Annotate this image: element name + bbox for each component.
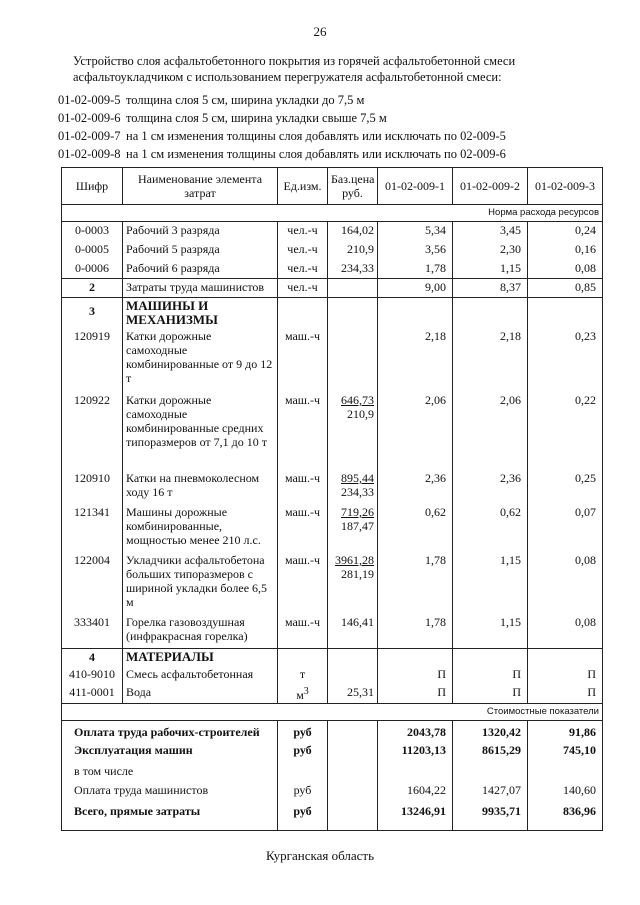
cell-value: 1,15 xyxy=(453,614,528,648)
footer-region: Курганская область xyxy=(265,848,375,863)
page-number: 26 xyxy=(313,24,327,39)
cell-name: Рабочий 3 разряда xyxy=(123,222,278,241)
cell-value: 1604,22 xyxy=(378,782,453,803)
cell-value: 1,78 xyxy=(378,552,453,614)
code-id: 01-02-009-8 xyxy=(58,147,121,161)
code-list xyxy=(58,91,506,163)
cell-unit: маш.-ч xyxy=(278,614,328,648)
header-col3: 01-02-009-3 xyxy=(528,168,603,205)
cell-price: 646,73 210,9 xyxy=(328,392,378,470)
table-row xyxy=(62,222,603,241)
cell-value: 2,06 xyxy=(453,392,528,470)
total-row xyxy=(62,803,603,831)
cell-value: 0,08 xyxy=(528,552,603,614)
cell-unit: чел.-ч xyxy=(278,279,328,298)
cell-value: 1,15 xyxy=(453,260,528,279)
code-text: на 1 см изменения толщины слоя добавлять или исключать по 02-009-6 xyxy=(126,147,506,161)
table-header xyxy=(62,168,603,205)
cell-code: 3 xyxy=(62,298,123,329)
total-row xyxy=(62,763,603,782)
section-title: МАТЕРИАЛЫ xyxy=(123,648,278,666)
cell-value: 3,45 xyxy=(453,222,528,241)
table-row xyxy=(62,504,603,552)
cell-unit: чел.-ч xyxy=(278,222,328,241)
code-line xyxy=(58,109,506,127)
code-line xyxy=(58,91,506,109)
header-code: Шифр xyxy=(62,168,123,205)
header-price: Баз.цена руб. xyxy=(328,168,378,205)
cell-value: 0,22 xyxy=(528,392,603,470)
cell-code: 121341 xyxy=(62,504,123,552)
cell-price: 3961,28 281,19 xyxy=(328,552,378,614)
cell-code: 4 xyxy=(62,648,123,666)
cell-value: 1320,42 xyxy=(453,721,528,742)
cell-value: 2,36 xyxy=(453,470,528,504)
cell-value: 5,34 xyxy=(378,222,453,241)
table-row xyxy=(62,470,603,504)
cell-value: 1427,07 xyxy=(453,782,528,803)
total-label: в том числе xyxy=(62,763,278,782)
cell-value: 0,62 xyxy=(453,504,528,552)
cell-unit: руб xyxy=(278,803,328,831)
cell-unit: маш.-ч xyxy=(278,392,328,470)
cell-value: 836,96 xyxy=(528,803,603,831)
band-norm: Норма расхода ресурсов xyxy=(62,205,603,222)
total-row xyxy=(62,782,603,803)
cell-name: Катки дорожные самоходные комбинированные от 9 до 12 т xyxy=(123,328,278,392)
cell-value: 140,60 xyxy=(528,782,603,803)
cell-name: Машины дорожные комбинированные, мощностью менее 210 л.с. xyxy=(123,504,278,552)
cell-value: П xyxy=(453,684,528,704)
cell-value: 2,36 xyxy=(378,470,453,504)
cell-value: 0,24 xyxy=(528,222,603,241)
header-name: Наименование элемента затрат xyxy=(123,168,278,205)
cell-unit: чел.-ч xyxy=(278,260,328,279)
table-row xyxy=(62,241,603,260)
code-line xyxy=(58,145,506,163)
cell-unit: руб xyxy=(278,721,328,742)
code-line xyxy=(58,127,506,145)
cell-unit: маш.-ч xyxy=(278,552,328,614)
cell-price xyxy=(328,666,378,684)
cell-price: 25,31 xyxy=(328,684,378,704)
cell-code: 0-0003 xyxy=(62,222,123,241)
code-text: толщина слоя 5 см, ширина укладки свыше 7,5 м xyxy=(126,111,387,125)
cell-value: 0,08 xyxy=(528,614,603,648)
code-text: толщина слоя 5 см, ширина укладки до 7,5 м xyxy=(126,93,365,107)
cell-unit: маш.-ч xyxy=(278,504,328,552)
section-machines xyxy=(62,298,603,329)
cell-code: 120919 xyxy=(62,328,123,392)
cell-value: 11203,13 xyxy=(378,742,453,763)
cell-price: 146,41 xyxy=(328,614,378,648)
cell-name: Катки на пневмоколесном ходу 16 т xyxy=(123,470,278,504)
code-id: 01-02-009-7 xyxy=(58,129,121,143)
cell-name: Смесь асфальтобетонная xyxy=(123,666,278,684)
cell-unit: руб xyxy=(278,742,328,763)
cell-code: 410-9010 xyxy=(62,666,123,684)
cell-unit: чел.-ч xyxy=(278,241,328,260)
table-row xyxy=(62,684,603,704)
resource-table xyxy=(61,167,603,831)
cell-name: Горелка газовоздушная (инфракрасная горелка) xyxy=(123,614,278,648)
cell-price: 164,02 xyxy=(328,222,378,241)
cell-unit: т xyxy=(278,666,328,684)
code-id: 01-02-009-5 xyxy=(58,93,121,107)
cell-value: 0,08 xyxy=(528,260,603,279)
cell-value: 2043,78 xyxy=(378,721,453,742)
cell-unit: маш.-ч xyxy=(278,470,328,504)
cell-code: 0-0005 xyxy=(62,241,123,260)
table-row xyxy=(62,260,603,279)
cell-price xyxy=(328,328,378,392)
header-col2: 01-02-009-2 xyxy=(453,168,528,205)
cell-name: Катки дорожные самоходные комбинированные средних типоразмеров от 7,1 до 10 т xyxy=(123,392,278,470)
cell-code: 122004 xyxy=(62,552,123,614)
cell-value: 745,10 xyxy=(528,742,603,763)
table-row xyxy=(62,328,603,392)
cell-value: 2,18 xyxy=(378,328,453,392)
cell-value: 0,23 xyxy=(528,328,603,392)
table-row xyxy=(62,666,603,684)
cell-value: 0,62 xyxy=(378,504,453,552)
cell-price: 210,9 xyxy=(328,241,378,260)
cell-value: 9,00 xyxy=(378,279,453,298)
cell-name: Укладчики асфальтобетона больших типоразмеров с шириной укладки более 6,5 м xyxy=(123,552,278,614)
cell-code: 2 xyxy=(62,279,123,298)
section-materials xyxy=(62,648,603,666)
cell-value: 0,07 xyxy=(528,504,603,552)
cell-unit: $м^3$ xyxy=(278,684,328,704)
cell-name: Рабочий 5 разряда xyxy=(123,241,278,260)
cell-value: 0,85 xyxy=(528,279,603,298)
cell-value: П xyxy=(528,684,603,704)
cell-value: П xyxy=(378,666,453,684)
total-row xyxy=(62,721,603,742)
cell-code: 411-0001 xyxy=(62,684,123,704)
cell-value: 2,18 xyxy=(453,328,528,392)
cell-code: 120910 xyxy=(62,470,123,504)
total-label: Всего, прямые затраты xyxy=(62,803,278,831)
cell-value: 8,37 xyxy=(453,279,528,298)
cell-unit: руб xyxy=(278,782,328,803)
total-label: Эксплуатация машин xyxy=(62,742,278,763)
cell-value: 2,06 xyxy=(378,392,453,470)
cell-price: 895,44 234,33 xyxy=(328,470,378,504)
code-text: на 1 см изменения толщины слоя добавлять или исключать по 02-009-5 xyxy=(126,129,506,143)
total-label: Оплата труда машинистов xyxy=(62,782,278,803)
cell-value: П xyxy=(453,666,528,684)
cell-value: 1,15 xyxy=(453,552,528,614)
cell-price: 719,26 187,47 xyxy=(328,504,378,552)
code-id: 01-02-009-6 xyxy=(58,111,121,125)
cell-code: 0-0006 xyxy=(62,260,123,279)
cell-value: 0,25 xyxy=(528,470,603,504)
section-title: МАШИНЫ И МЕХАНИЗМЫ xyxy=(123,298,278,329)
cell-value: 91,86 xyxy=(528,721,603,742)
cell-value: 1,78 xyxy=(378,614,453,648)
cell-value: 2,30 xyxy=(453,241,528,260)
cell-value: 13246,91 xyxy=(378,803,453,831)
cell-value: 0,16 xyxy=(528,241,603,260)
cell-name: Затраты труда машинистов xyxy=(123,279,278,298)
cell-price: 234,33 xyxy=(328,260,378,279)
cell-code: 333401 xyxy=(62,614,123,648)
intro-text: Устройство слоя асфальтобетонного покрытия из горячей асфальтобетонной смеси асфальтоукладчиком с использованием перегружателя асфальтобетонной смеси: xyxy=(73,54,516,84)
cell-name: Рабочий 6 разряда xyxy=(123,260,278,279)
cell-value: 8615,29 xyxy=(453,742,528,763)
cell-price xyxy=(328,279,378,298)
table-row xyxy=(62,614,603,648)
cell-name: Вода xyxy=(123,684,278,704)
header-col1: 01-02-009-1 xyxy=(378,168,453,205)
cell-value: 9935,71 xyxy=(453,803,528,831)
total-label: Оплата труда рабочих-строителей xyxy=(62,721,278,742)
cell-code: 120922 xyxy=(62,392,123,470)
cell-value: П xyxy=(528,666,603,684)
total-row xyxy=(62,742,603,763)
table-row xyxy=(62,392,603,470)
band-cost: Стоимостные показатели xyxy=(62,704,603,721)
table-row-machinists xyxy=(62,279,603,298)
header-unit: Ед.изм. xyxy=(278,168,328,205)
cell-unit: маш.-ч xyxy=(278,328,328,392)
cell-value: 3,56 xyxy=(378,241,453,260)
table-row xyxy=(62,552,603,614)
cell-value: П xyxy=(378,684,453,704)
cell-value: 1,78 xyxy=(378,260,453,279)
